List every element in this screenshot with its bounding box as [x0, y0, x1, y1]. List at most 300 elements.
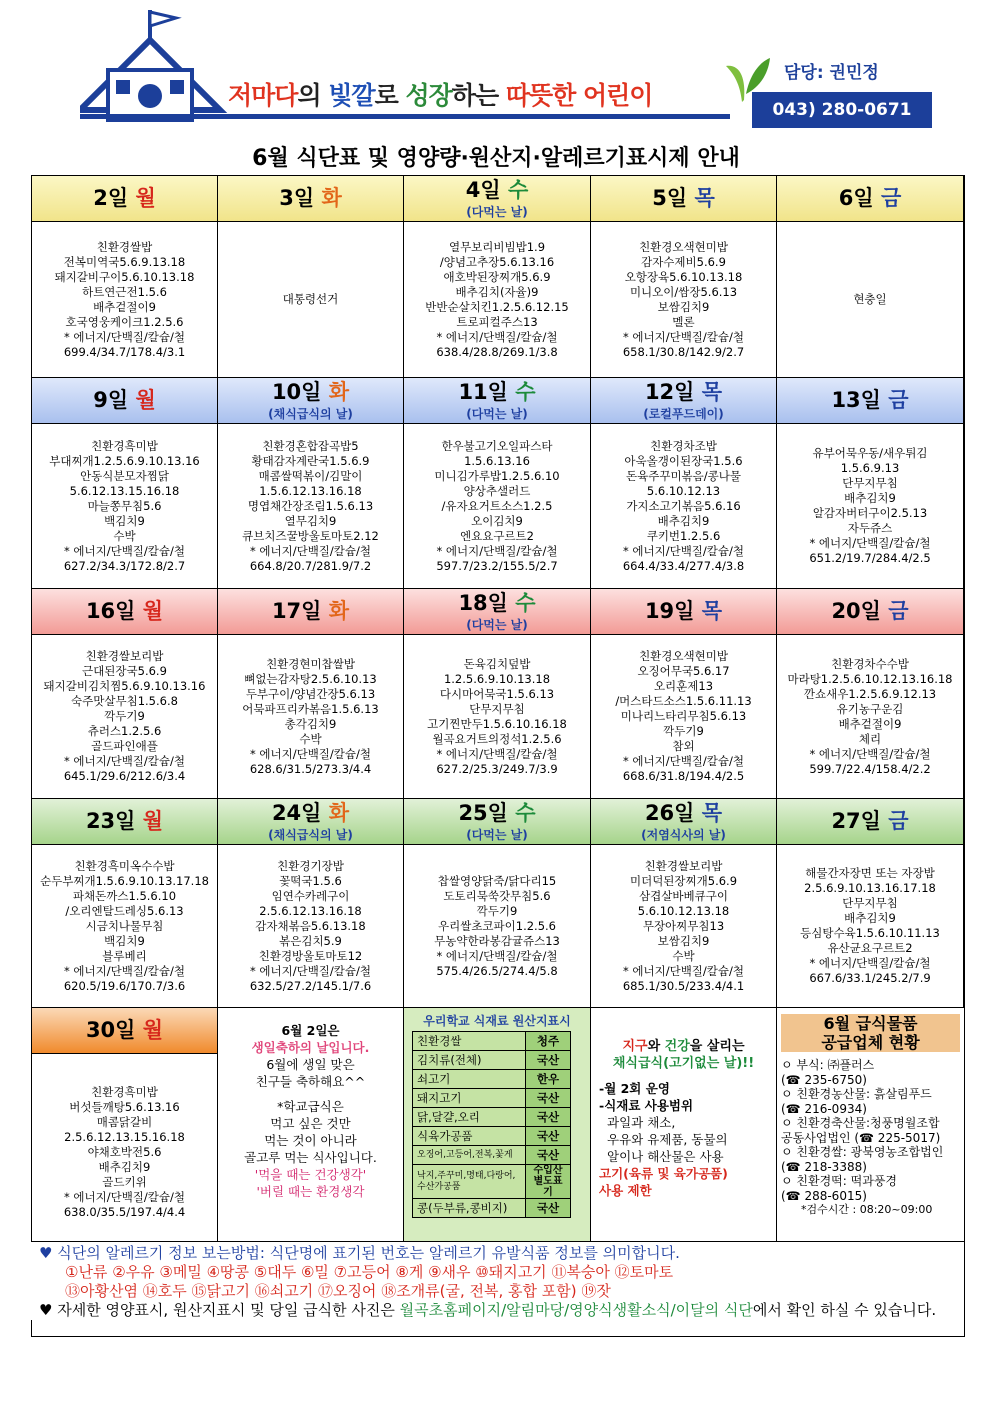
menu-item: 엔요요구르트2: [460, 528, 534, 543]
menu-item: 친환경기장밥: [277, 858, 344, 873]
menu-item: 참외: [672, 739, 695, 753]
menu-item: 627.2/25.3/249.7/3.9: [436, 761, 558, 776]
menu-item: 매콤닭갈비: [96, 1115, 153, 1129]
slogan-part: 로: [374, 81, 406, 110]
origin-row: [413, 1165, 571, 1199]
menu-item: /양념고추장5.6.13.16: [439, 254, 555, 269]
day-of-week: 수: [515, 591, 536, 615]
origin-country: 국산: [526, 1146, 571, 1165]
veg-word: 와: [647, 1039, 665, 1054]
day-header: [218, 378, 404, 424]
menu-item: 명엽채간장조림1.5.6.13: [247, 498, 374, 513]
day-date: 11일: [458, 380, 508, 404]
origin-table: [412, 1031, 571, 1218]
menu-item: 깍두기9: [104, 709, 145, 723]
menu-item: 우리쌀초코파이1.2.5.6: [438, 918, 556, 933]
day-menu: [404, 222, 591, 378]
menu-item: 꽃떡국1.5.6: [279, 873, 342, 888]
day-header: [32, 176, 218, 222]
day-title: [777, 601, 963, 622]
day-of-week: 화: [328, 380, 350, 404]
menu-item: 황태감자계란국1.5.6.9: [251, 453, 370, 468]
menu-item: 어묵파프리카볶음1.5.6.13: [242, 701, 379, 716]
menu-item: 620.5/19.6/170.7/3.6: [63, 978, 186, 993]
menu-item: 트로피컬주스13: [456, 314, 538, 329]
menu-item: 마늘쫑무침5.6: [87, 498, 162, 513]
veg-line: -월 2회 운영: [599, 1081, 670, 1096]
day-theme: (저염식사의 날): [641, 828, 726, 842]
day-menu: [218, 222, 404, 378]
menu-item: 미나리느타리무침5.6.13: [620, 709, 747, 723]
day-date: 13일: [831, 388, 881, 412]
menu-item: 골드키위: [102, 1175, 147, 1189]
menu-item: 1.2.5.6.9.10.13.18: [443, 671, 551, 686]
day-date: 10일: [271, 380, 322, 404]
menu-item: 큐브치즈꿀방울토마토2.12: [242, 528, 379, 543]
day-header: [32, 1008, 218, 1054]
slogan-part: 저마다: [228, 81, 298, 110]
menu-item: 1.5.6.12.13.16.18: [259, 483, 362, 498]
day-header: [404, 176, 591, 222]
day-header: [32, 799, 218, 845]
origin-item: 콩(두부류,콩비지): [413, 1199, 526, 1218]
day-of-week: 월: [142, 599, 164, 623]
menu-item: 651.2/19.7/284.4/2.5: [809, 551, 931, 565]
menu-item: * 에너지/단백질/칼슘/철: [249, 543, 371, 558]
menu-item: * 에너지/단백질/칼슘/철: [809, 746, 931, 761]
menu-item: 배추김치9: [98, 1160, 151, 1174]
day-menu: [218, 635, 404, 799]
origin-country: 청주: [526, 1032, 571, 1051]
menu-item: 열무김치9: [284, 513, 337, 528]
menu-item: 시금치나물무침: [85, 918, 164, 933]
menu-item: 668.6/31.8/194.4/2.5: [622, 769, 745, 783]
menu-item: 대통령선거: [282, 292, 339, 306]
menu-item: 미니오이/쌈장5.6.13: [629, 284, 738, 299]
menu-item: /유자요거트소스1.2.5: [441, 498, 553, 513]
day-menu: [404, 635, 591, 799]
birthday-line: 생일축하의 날입니다.: [251, 1040, 370, 1055]
origin-item: 쇠고기: [413, 1070, 526, 1089]
menu-item: 마라탕1.2.5.6.10.12.13.16.18: [787, 671, 953, 686]
birthday-line: 골고루 먹는 식사입니다.: [244, 1150, 377, 1165]
origin-country: 수입산 별도표기: [526, 1165, 571, 1199]
menu-item: 찹쌀영양닭죽/닭다리15: [437, 873, 557, 888]
menu-item: 등심탕수육1.5.6.10.11.13: [800, 926, 940, 940]
menu-item: 츄러스1.2.5.6: [87, 724, 162, 738]
day-title: [591, 382, 776, 403]
origin-row: [413, 1146, 571, 1165]
day-menu: [591, 222, 777, 378]
veg-line: 채식급식(고기없는 날)!!: [612, 1056, 755, 1071]
day-of-week: 목: [694, 186, 715, 210]
day-date: 12일: [644, 380, 695, 404]
supplier-line: *검수시간 : 08:20~09:00: [801, 1203, 933, 1216]
menu-item: 단무지무침: [469, 701, 525, 716]
menu-item: 매콤쌀떡볶이/김말이: [258, 468, 363, 483]
menu-item: 골드파인애플: [91, 739, 158, 753]
menu-item: 안동식분모자찜닭: [80, 468, 169, 483]
menu-item: 664.8/20.7/281.9/7.2: [249, 558, 372, 573]
veg-line: 고기(육류 및 육가공품): [599, 1166, 728, 1181]
day-date: 27일: [831, 809, 881, 833]
day-of-week: 금: [880, 186, 902, 210]
day-menu: [591, 424, 777, 589]
origin-item: 돼지고기: [413, 1089, 526, 1108]
vegetarian-notice: [591, 1008, 777, 1242]
menu-item: 친환경흑미밥: [91, 438, 158, 453]
day-header: [777, 176, 964, 222]
menu-item: 무장아찌무침13: [642, 918, 725, 933]
menu-item: 버섯들깨탕5.6.13.16: [69, 1100, 180, 1114]
day-date: 6일: [838, 186, 874, 210]
menu-item: 배추겉절이9: [93, 299, 156, 314]
menu-item: 임연수카레구이: [271, 888, 350, 903]
menu-item: * 에너지/단백질/칼슘/철: [622, 543, 744, 558]
menu-item: 도토리묵쑥갓무침5.6: [443, 888, 551, 903]
day-date: 25일: [458, 801, 508, 825]
menu-item: 감자수제비5.6.9: [641, 254, 726, 269]
slogan-part: 빛깔: [328, 81, 375, 110]
menu-item: 보쌈김치9: [657, 299, 710, 314]
menu-item: * 에너지/단백질/칼슘/철: [63, 543, 185, 558]
birthday-line: 6월에 생일 맞은: [266, 1057, 355, 1072]
menu-item: * 에너지/단백질/칼슘/철: [809, 536, 931, 550]
school-slogan: [228, 76, 652, 112]
day-date: 9일: [93, 388, 129, 412]
menu-item: 배추겉절이9: [838, 716, 902, 731]
menu-item: * 에너지/단백질/칼슘/철: [436, 948, 558, 963]
menu-item: 볶은김치5.9: [279, 933, 342, 948]
supplier-line: 공동사업법인 (☎ 225-5017): [781, 1130, 941, 1145]
menu-item: 5.6.10.12.13.18: [637, 903, 730, 918]
origin-row: [413, 1070, 571, 1089]
menu-item: 총각김치9: [284, 716, 337, 731]
menu-item: 알감자버터구이2.5.13: [812, 506, 928, 520]
allergy-list-1: ①난류 ②우유 ③메밀 ④땅콩 ⑤대두 ⑥밀 ⑦고등어 ⑧게 ⑨새우 ⑩돼지고기 ⑪복숭아 ⑫토마토: [65, 1263, 674, 1281]
menu-item: 월곡요거트의정석1.2.5.6: [432, 731, 562, 746]
origin-country: 국산: [526, 1089, 571, 1108]
slogan-underline: [80, 114, 730, 119]
origin-row: [413, 1199, 571, 1218]
day-menu: [32, 845, 218, 1008]
birthday-line: 먹는 것이 아니라: [264, 1133, 357, 1148]
veg-line: -식재료 사용범위: [599, 1098, 694, 1113]
menu-item: * 에너지/단백질/칼슘/철: [63, 963, 185, 978]
supplier-box: [777, 1008, 964, 1242]
day-date: 16일: [85, 599, 136, 623]
menu-item: 638.4/28.8/269.1/3.8: [436, 344, 558, 359]
menu-item: 친환경차수수밥: [831, 656, 909, 671]
day-date: 2일: [93, 186, 129, 210]
day-menu: [32, 635, 218, 799]
day-header: [777, 799, 964, 845]
menu-item: 양상추샐러드: [463, 483, 531, 498]
day-header: [218, 589, 404, 635]
menu-item: * 에너지/단백질/칼슘/철: [63, 1190, 185, 1204]
menu-item: 부대찌개1.2.5.6.9.10.13.16: [49, 453, 200, 468]
supplier-line: (☎ 216-0934): [781, 1101, 867, 1116]
menu-item: * 에너지/단백질/칼슘/철: [63, 329, 185, 344]
day-header: [591, 589, 777, 635]
day-menu: [32, 222, 218, 378]
day-title: [591, 601, 776, 622]
day-title: [591, 803, 776, 824]
origin-row: [413, 1051, 571, 1070]
menu-item: * 에너지/단백질/칼슘/철: [436, 746, 558, 761]
page-title: 6월 식단표 및 영양량·원산지·알레르기표시제 안내: [252, 146, 740, 171]
day-theme: (채식급식의 날): [268, 407, 353, 421]
menu-item: * 에너지/단백질/칼슘/철: [436, 543, 558, 558]
menu-item: 배추김치(자율)9: [455, 284, 539, 299]
day-title: [777, 188, 963, 209]
day-of-week: 목: [701, 801, 723, 825]
day-title: [218, 803, 403, 824]
menu-item: 돈육김치덮밥: [463, 656, 531, 671]
menu-item: 배추김치9: [844, 491, 896, 505]
day-date: 18일: [458, 591, 508, 615]
day-date: 26일: [644, 801, 695, 825]
supplier-line: (☎ 235-6750): [781, 1072, 867, 1087]
origin-item: 김치류(전체): [413, 1051, 526, 1070]
menu-item: 유기농구운김: [836, 701, 904, 716]
menu-item: * 에너지/단백질/칼슘/철: [622, 329, 744, 344]
menu-item: 645.1/29.6/212.6/3.4: [63, 769, 186, 783]
supplier-line: (☎ 218-3388): [781, 1159, 867, 1174]
menu-item: 뼈없는감자탕2.5.6.10.13: [244, 671, 377, 686]
birthday-line: 친구들 축하해요^^: [255, 1074, 366, 1089]
origin-country: 국산: [526, 1199, 571, 1218]
menu-item: 575.4/26.5/274.4/5.8: [436, 963, 558, 978]
menu-item: 599.7/22.4/158.4/2.2: [809, 761, 931, 776]
menu-item: * 에너지/단백질/칼슘/철: [622, 963, 744, 978]
origin-country: 국산: [526, 1127, 571, 1146]
veg-line: 과일과 채소,: [607, 1115, 676, 1130]
allergy-note: ♥ 식단의 알레르기 정보 보는방법: 식단명에 표기된 번호는 알레르기 유발식품 정보를 의미합니다.: [39, 1244, 680, 1262]
day-date: 20일: [831, 599, 881, 623]
veg-line: 알이나 해산물은 사용: [607, 1149, 724, 1164]
menu-item: 친환경차조밥: [650, 438, 717, 453]
day-header: [32, 378, 218, 424]
menu-item: * 에너지/단백질/칼슘/철: [63, 754, 185, 768]
menu-item: 597.7/23.2/155.5/2.7: [436, 558, 558, 573]
day-header: [777, 378, 964, 424]
day-of-week: 월: [135, 388, 156, 412]
day-of-week: 수: [507, 178, 529, 202]
origin-row: [413, 1127, 571, 1146]
day-header: [32, 589, 218, 635]
day-date: 30일: [85, 1018, 136, 1042]
school-house-logo: [80, 10, 240, 125]
day-theme: (다먹는 날): [466, 407, 528, 421]
day-menu: [32, 424, 218, 589]
menu-item: * 에너지/단백질/칼슘/철: [249, 963, 371, 978]
day-title: [32, 601, 217, 622]
menu-item: 열무보리비빔밥1.9: [448, 239, 546, 254]
menu-item: 685.1/30.5/233.4/4.1: [622, 978, 745, 993]
menu-item: 유부어묵우동/새우튀김: [812, 446, 928, 460]
day-date: 24일: [271, 801, 322, 825]
day-menu: [32, 1054, 218, 1242]
menu-item: 친환경쌀보리밥: [644, 858, 723, 873]
origin-item: 낙지,주꾸미,명태,다랑어,수산가공품: [413, 1165, 526, 1199]
day-date: 19일: [644, 599, 695, 623]
day-title: [218, 382, 403, 403]
day-menu: [404, 424, 591, 589]
day-title: [218, 188, 403, 209]
origin-row: [413, 1032, 571, 1051]
day-header: [591, 799, 777, 845]
day-theme: (채식급식의 날): [268, 828, 353, 842]
menu-item: 순두부찌개1.5.6.9.10.13.17.18: [40, 873, 209, 888]
menu-item: 친환경방울토마토12: [258, 948, 363, 963]
day-theme: (다먹는 날): [466, 205, 528, 219]
menu-item: 658.1/30.8/142.9/2.7: [622, 344, 745, 359]
day-of-week: 목: [701, 599, 723, 623]
day-title: [32, 188, 217, 209]
day-title: [218, 601, 403, 622]
allergy-list-2: ⑬아황산염 ⑭호두 ⑮닭고기 ⑯쇠고기 ⑰오징어 ⑱조개류(굴, 전복, 홍합 포함) ⑲잣: [65, 1282, 611, 1300]
origin-country: 국산: [526, 1108, 571, 1127]
day-of-week: 목: [701, 380, 723, 404]
menu-item: 친환경오색현미밥: [639, 239, 728, 254]
menu-item: 2.5.6.12.13.16.18: [259, 903, 362, 918]
day-date: 17일: [271, 599, 322, 623]
day-theme: (다먹는 날): [466, 828, 528, 842]
day-title: [32, 811, 217, 832]
menu-item: * 에너지/단백질/칼슘/철: [249, 746, 371, 761]
day-header: [218, 799, 404, 845]
menu-item: 한우불고기오일파스타: [441, 438, 553, 453]
origin-row: [413, 1089, 571, 1108]
menu-item: 하트연근전1.5.6: [82, 284, 167, 299]
menu-item: 보쌈김치9: [657, 933, 710, 948]
header: [0, 0, 992, 171]
day-menu: [591, 635, 777, 799]
menu-item: 애호박된장찌개5.6.9: [443, 269, 551, 284]
origin-table-box: [404, 1008, 591, 1242]
menu-item: 수박: [113, 528, 136, 543]
menu-item: 깍두기9: [663, 724, 704, 738]
origin-item: 오징어,고등어,전복,꽃게: [413, 1146, 526, 1165]
supplier-line: ㅇ 친환경축산물:청풍명월조합: [781, 1116, 940, 1130]
day-header: [404, 799, 591, 845]
menu-item: 감자채볶음5.6.13.18: [255, 918, 366, 933]
menu-item: 현충일: [853, 292, 887, 306]
day-of-week: 금: [888, 599, 909, 623]
menu-item: 638.0/35.5/197.4/4.4: [63, 1205, 186, 1219]
menu-item: 5.6.12.13.15.16.18: [69, 483, 180, 498]
menu-item: 699.4/34.7/178.4/3.1: [63, 344, 186, 359]
menu-item: /오리엔탈드레싱5.6.13: [65, 903, 184, 918]
veg-line: [599, 1072, 768, 1080]
day-title: [404, 382, 590, 403]
day-of-week: 화: [328, 599, 350, 623]
menu-item: 멜론: [672, 314, 695, 329]
menu-item: 돈육주꾸미볶음/콩나물: [626, 468, 741, 483]
origin-country: 한우: [526, 1070, 571, 1089]
menu-item: 두부구이/양념간장5.6.13: [245, 686, 376, 701]
day-of-week: 화: [321, 186, 342, 210]
menu-item: 삼겹살바베큐구이: [639, 888, 728, 903]
birthday-line: [218, 1090, 403, 1098]
origin-item: 닭,달걀,오리: [413, 1108, 526, 1127]
slogan-part: 의: [297, 81, 329, 110]
day-title: [777, 390, 963, 411]
menu-item: 돼지갈비김치찜5.6.9.10.13.16: [43, 679, 206, 693]
menu-item: 오항장육5.6.10.13.18: [624, 269, 743, 284]
supplier-title: 공급업체 현황: [781, 1033, 960, 1052]
day-menu: [591, 845, 777, 1008]
menu-item: 오리훈제13: [653, 679, 714, 693]
menu-item: 백김치9: [104, 513, 145, 528]
supplier-line: ㅇ 친환경농산물: 흙살림푸드: [781, 1087, 932, 1101]
menu-item: 호국영웅케이크1.2.5.6: [65, 314, 184, 329]
menu-item: 친환경혼합잡곡밥5: [262, 438, 359, 453]
origin-country: 국산: [526, 1051, 571, 1070]
day-of-week: 수: [515, 801, 536, 825]
menu-item: 체리: [858, 731, 882, 746]
day-header: [777, 589, 964, 635]
contact-person: 담당: 권민정: [784, 63, 879, 83]
day-title: [591, 188, 776, 209]
menu-item: 수박: [672, 948, 695, 963]
menu-grid: [31, 175, 965, 1337]
origin-row: [413, 1108, 571, 1127]
day-theme: (로컬푸드데이): [643, 407, 724, 421]
veg-word: 지구: [622, 1039, 648, 1054]
menu-item: 자두쥬스: [847, 521, 893, 535]
day-of-week: 월: [142, 809, 164, 833]
origin-item: 식육가공품: [413, 1127, 526, 1146]
info-note: ♥ 자세한 영양표시, 원산지표시 및 당일 급식한 사진은 월곡초홈페이지/알림마당/영양식생활소식/이달의 식단에서 확인 하실 수 있습니다.: [39, 1301, 937, 1319]
day-of-week: 수: [515, 380, 536, 404]
menu-item: 1.5.6.13.16: [464, 453, 530, 468]
day-header: [591, 176, 777, 222]
birthday-line: 먹고 싶은 것만: [270, 1116, 351, 1131]
day-menu: [218, 424, 404, 589]
menu-item: 단무지무침: [842, 476, 898, 490]
day-menu: [777, 845, 964, 1008]
menu-item: 깍두기9: [476, 903, 518, 918]
menu-item: 627.2/34.3/172.8/2.7: [63, 558, 186, 573]
day-date: 23일: [85, 809, 136, 833]
menu-item: 친환경흑미밥: [91, 1085, 158, 1099]
day-of-week: 월: [142, 1018, 164, 1042]
day-title: [404, 180, 590, 201]
origin-title: 우리학교 식재료 원산지표시: [423, 1014, 571, 1028]
menu-item: /머스타드소스1.5.6.11.13: [615, 694, 752, 708]
day-of-week: 화: [328, 801, 350, 825]
supplier-line: ㅇ 친환경쌀: 광북영농조합법인: [781, 1145, 944, 1159]
birthday-line: '버릴 때는 환경생각: [256, 1184, 365, 1199]
menu-item: 백김치9: [104, 933, 145, 948]
day-theme: (다먹는 날): [466, 618, 528, 632]
menu-item: 파채돈까스1.5.6.10: [72, 888, 177, 903]
menu-item: 2.5.6.12.13.15.16.18: [64, 1130, 185, 1144]
supplier-title: 6월 급식물품: [781, 1014, 960, 1033]
day-title: [404, 593, 590, 614]
menu-item: 고기찐만두1.5.6.10.16.18: [427, 716, 567, 731]
menu-item: 667.6/33.1/245.2/7.9: [809, 971, 931, 985]
menu-item: 반반순살치킨1.2.5.6.12.15: [425, 299, 569, 314]
menu-item: 5.6.10.12.13: [646, 483, 721, 498]
menu-item: 1.5.6.9.13: [840, 461, 900, 475]
menu-item: 친환경오색현미밥: [639, 649, 728, 663]
day-date: 5일: [652, 186, 688, 210]
day-header: [218, 176, 404, 222]
slogan-part: 따뜻한 어린이: [505, 81, 653, 110]
